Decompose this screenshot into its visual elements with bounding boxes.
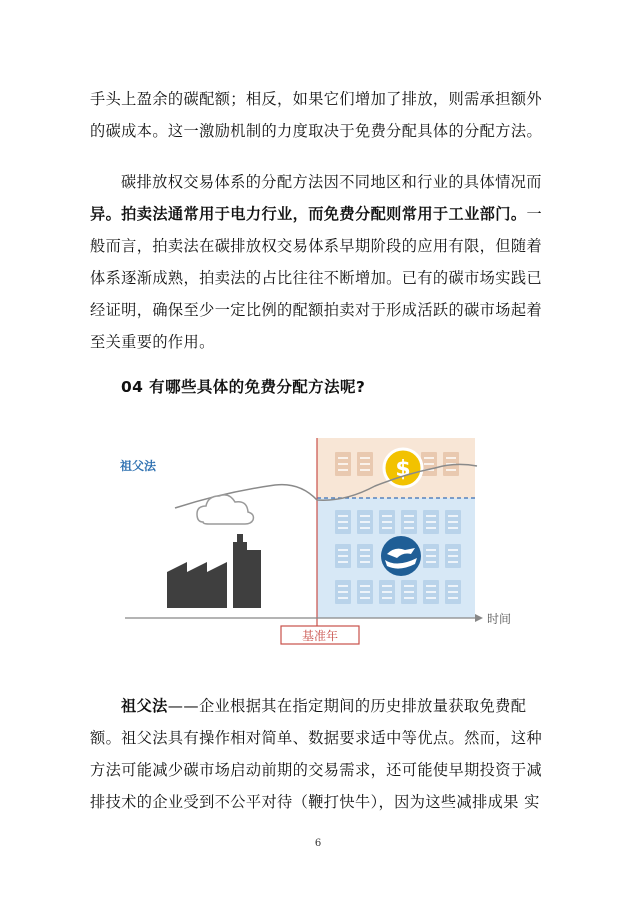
coin-icon — [384, 449, 422, 487]
page-number: 6 — [314, 838, 322, 849]
paragraph-line: 体系逐渐成熟，拍卖法的占比往往不断增加。已有的碳市场实践已 — [90, 269, 543, 287]
axis-label: 时间 — [487, 612, 512, 626]
term-grandfathering: 祖父法 — [121, 697, 168, 715]
paragraph-line: 经证明，确保至少一定比例的配额拍卖对于形成活跃的碳市场起着 — [90, 301, 543, 319]
figure-label: 祖父法 — [120, 459, 157, 473]
factory-icon — [167, 534, 261, 608]
grandfathering-figure — [105, 430, 545, 665]
paragraph-text: ——企业根据其在指定期间的历史排放量获取免费配 — [167, 697, 527, 715]
hand-icon — [381, 536, 421, 576]
paragraph-line: 方法可能减少碳市场启动前期的交易需求，还可能使早期投资于减 — [90, 761, 543, 779]
paragraph-line: 额。祖父法具有操作相对简单、数据要求适中等优点。然而，这种 — [90, 729, 543, 747]
paragraph-line: 碳排放权交易体系的分配方法因不同地区和行业的具体情况而 — [121, 173, 542, 191]
paragraph-line: 的碳成本。这一激励机制的力度取决于免费分配具体的分配方法。 — [90, 122, 543, 140]
coin-symbol: $ — [395, 457, 411, 482]
paragraph-line-mixed — [90, 198, 543, 230]
baseline-label: 基准年 — [301, 629, 339, 643]
paragraph-3 — [90, 690, 543, 818]
paragraph-line-mixed — [90, 690, 527, 722]
paragraph-line: 至关重要的作用。 — [90, 333, 215, 351]
paragraph-line: 般而言，拍卖法在碳排放权交易体系早期阶段的应用有限，但随着 — [90, 237, 543, 255]
paragraph-line: 手头上盈余的碳配额；相反，如果它们增加了排放，则需承担额外 — [90, 90, 543, 108]
bold-statement: 异。拍卖法通常用于电力行业，而免费分配则常用于工业部门。 — [90, 205, 527, 223]
axis-arrow-icon — [475, 614, 483, 622]
section-heading: 04 有哪些具体的免费分配方法呢? — [121, 378, 366, 396]
paragraph-1 — [90, 83, 543, 147]
paragraph-2 — [90, 166, 543, 358]
paragraph-text: 一 — [526, 205, 543, 223]
paragraph-line: 排技术的企业受到不公平对待（鞭打快牛），因为这些减排成果 实 — [90, 793, 540, 811]
